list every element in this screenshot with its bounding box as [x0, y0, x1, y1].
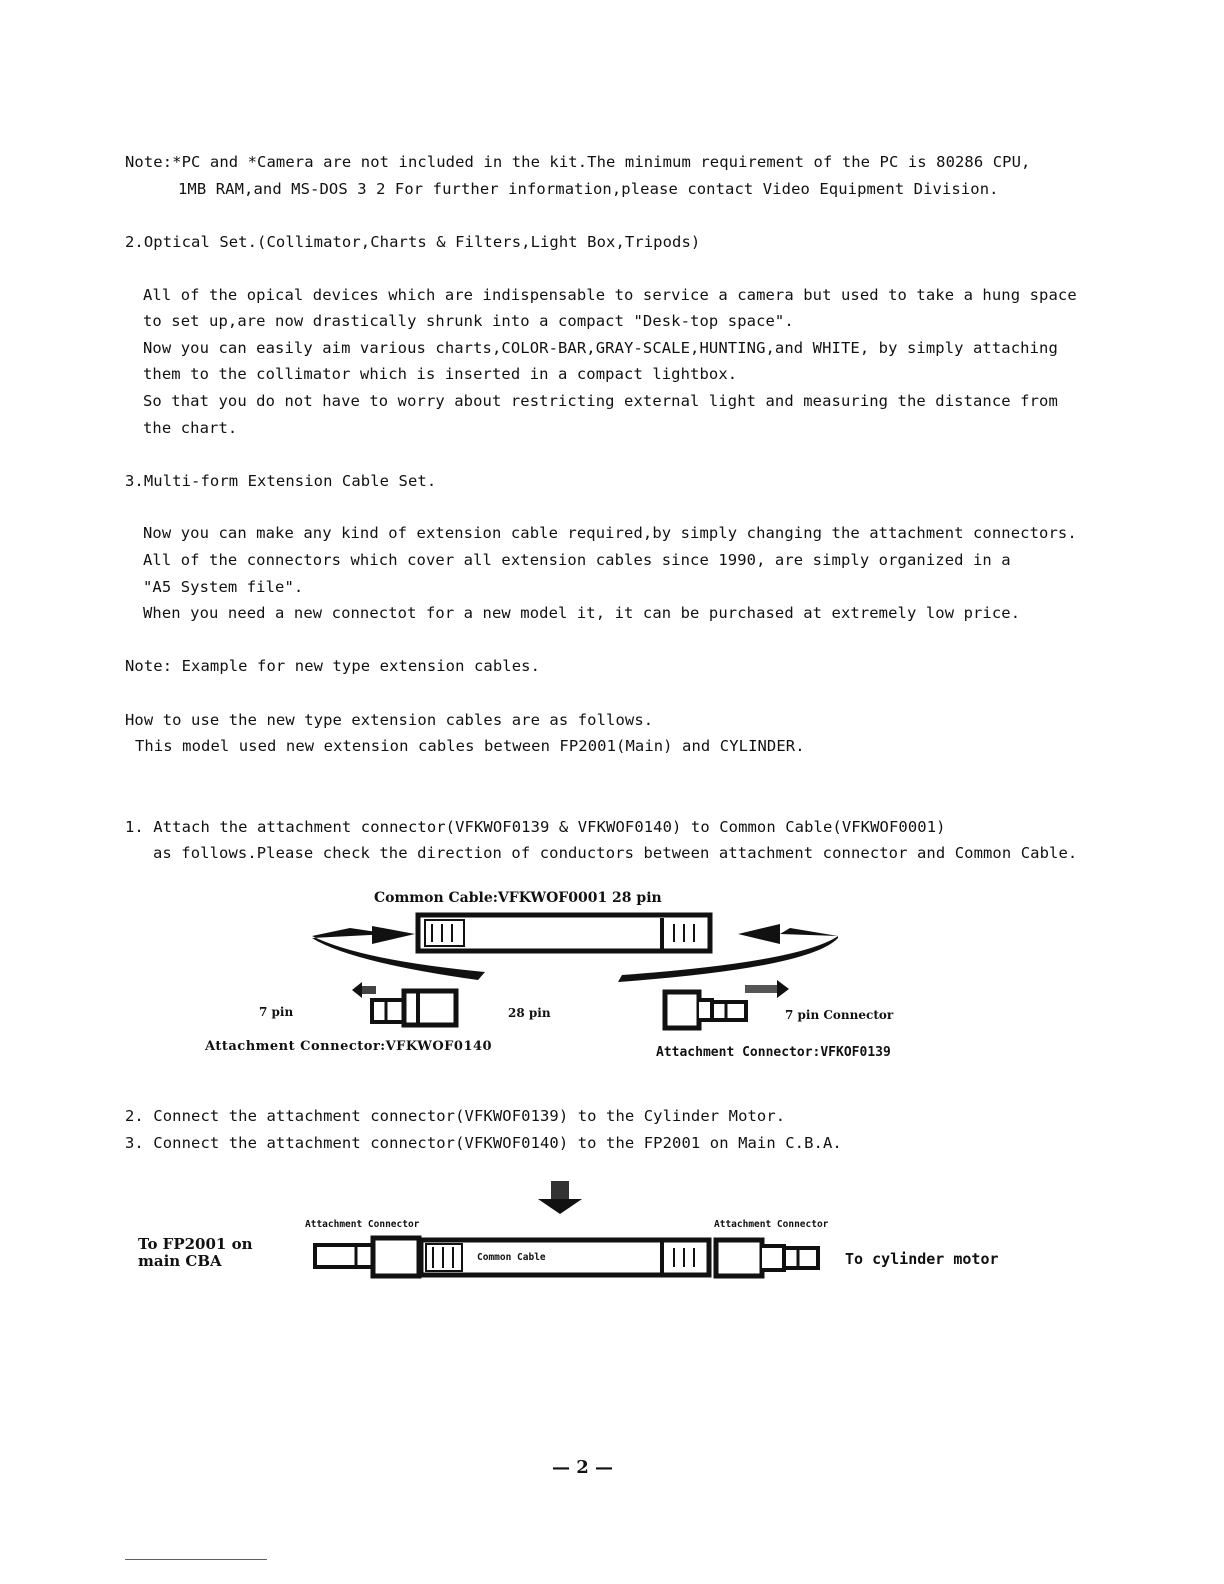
common-cable-label: Common Cable:VFKWOF0001 28 pin [374, 890, 662, 906]
section-2-line-4: them to the collimator which is inserted in a compact lightbox. [143, 365, 738, 383]
step-1-line-2: as follows.Please check the direction of conductors between attachment connector and Common Cable. [153, 844, 1078, 862]
section-3-line-1: Now you can make any kind of extension cable required,by simply changing the attachment connectors. [143, 524, 1077, 542]
note-line-2: 1MB RAM,and MS-DOS 3 2 For further information,please contact Video Equipment Division. [178, 180, 999, 198]
section-2-line-1: All of the opical devices which are indispensable to service a camera but used to take a hung space [143, 286, 1077, 304]
pin-7-connector-right-label: 7 pin Connector [785, 1008, 894, 1022]
footer-rule [125, 1559, 267, 1560]
to-cylinder-motor-label: To cylinder motor [845, 1250, 999, 1268]
pin-7-left-label: 7 pin [259, 1005, 294, 1019]
page-number: — 2 — [552, 1457, 614, 1478]
section-3-line-4: When you need a new connectot for a new model it, it can be purchased at extremely low price. [143, 604, 1021, 622]
section-2-line-2: to set up,are now drastically shrunk into a compact "Desk-top space". [143, 312, 794, 330]
section-2-line-5: So that you do not have to worry about restricting external light and measuring the distance from [143, 392, 1058, 410]
howto-line-1: How to use the new type extension cables are as follows. [125, 711, 654, 729]
common-cable-inner-label: Common Cable [477, 1252, 546, 1263]
to-fp2001-label-line-2: main CBA [138, 1252, 222, 1270]
section-2-line-6: the chart. [143, 419, 238, 437]
section-3-heading: 3.Multi-form Extension Cable Set. [125, 472, 437, 490]
to-fp2001-label-line-1: To FP2001 on [138, 1235, 253, 1253]
attachment-right-label: Attachment Connector:VFKOF0139 [656, 1045, 891, 1060]
note-example: Note: Example for new type extension cables. [125, 657, 540, 675]
howto-line-2: This model used new extension cables between FP2001(Main) and CYLINDER. [135, 737, 805, 755]
attachment-left-label: Attachment Connector:VFKWOF0140 [205, 1039, 493, 1054]
attach-connector-label-left: Attachment Connector [305, 1219, 420, 1230]
section-3-line-3: "A5 System file". [143, 578, 304, 596]
attach-connector-label-right: Attachment Connector [714, 1219, 829, 1230]
step-2: 2. Connect the attachment connector(VFKWOF0139) to the Cylinder Motor. [125, 1107, 786, 1125]
section-3-line-2: All of the connectors which cover all extension cables since 1990, are simply organized in a [143, 551, 1011, 569]
step-3: 3. Connect the attachment connector(VFKWOF0140) to the FP2001 on Main C.B.A. [125, 1134, 842, 1152]
step-1-line-1: 1. Attach the attachment connector(VFKWOF0139 & VFKWOF0140) to Common Cable(VFKWOF0001) [125, 818, 946, 836]
pin-28-label: 28 pin [508, 1006, 551, 1020]
down-arrow-icon [538, 1181, 582, 1214]
section-2-line-3: Now you can easily aim various charts,COLOR-BAR,GRAY-SCALE,HUNTING,and WHITE, by simply attaching [143, 339, 1058, 357]
note-line-1: Note:*PC and *Camera are not included in the kit.The minimum requirement of the PC is 80286 CPU, [125, 153, 1031, 171]
section-2-heading: 2.Optical Set.(Collimator,Charts & Filters,Light Box,Tripods) [125, 233, 701, 251]
assembled-cable [315, 1238, 818, 1276]
